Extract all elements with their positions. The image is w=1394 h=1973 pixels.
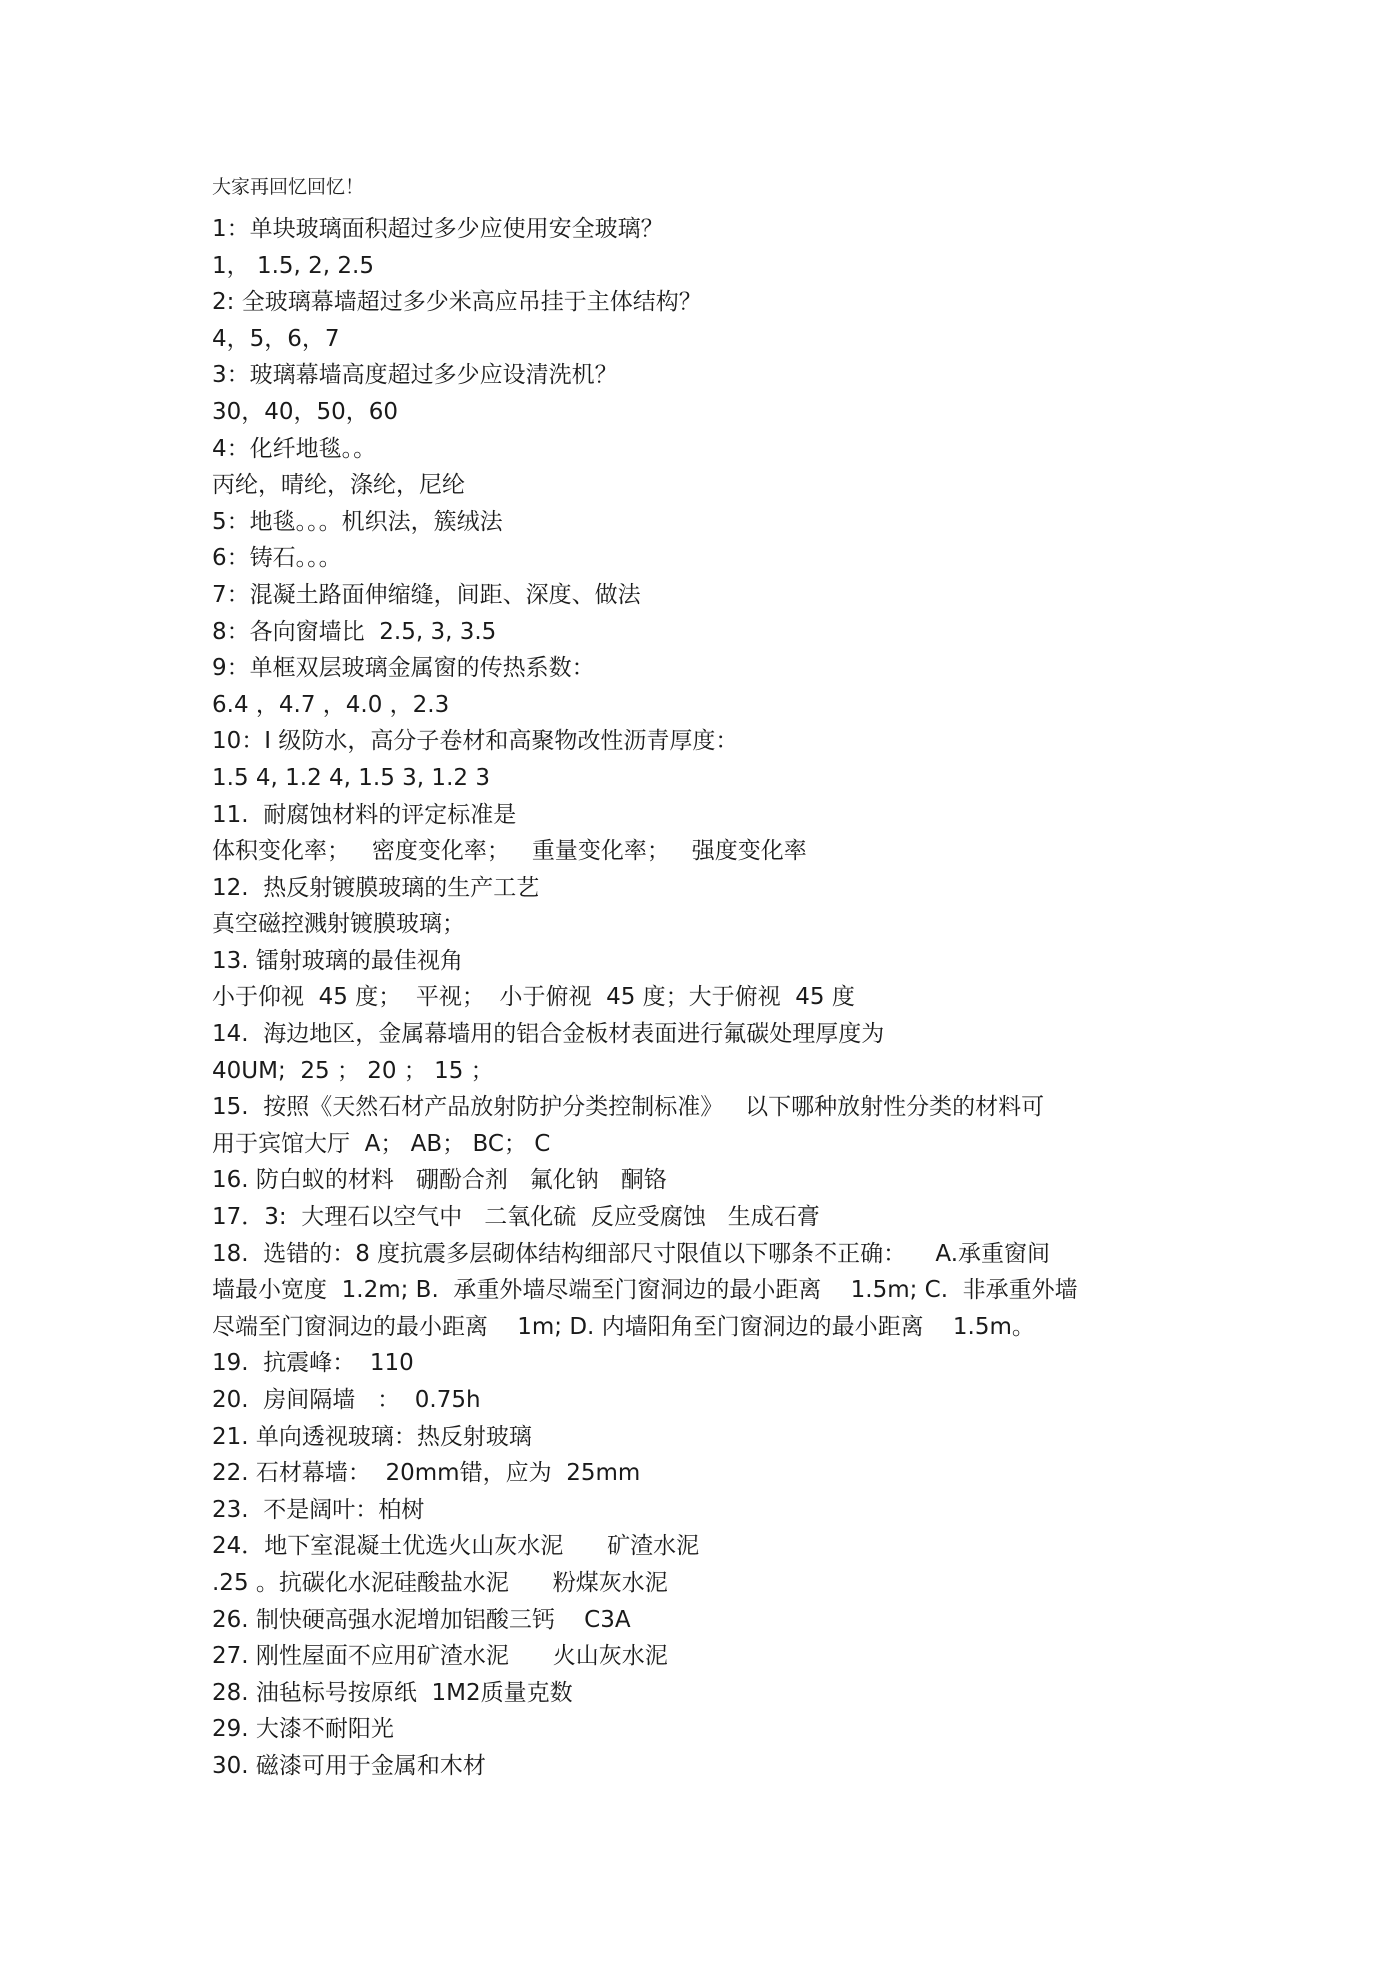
text-line: 13. 镭射玻璃的最佳视角 xyxy=(212,947,463,974)
text-line: 30，40，50，60 xyxy=(212,398,399,425)
text-lines xyxy=(212,211,1192,1785)
text-line: 19. 抗震峰： 110 xyxy=(212,1350,414,1377)
text-line: 17．3: 大理石以空气中 二氧化硫 反应受腐蚀 生成石膏 xyxy=(212,1204,820,1231)
text-line: 1：单块玻璃面积超过多少应使用安全玻璃？ xyxy=(212,216,664,242)
text-line: 小于仰视 45 度； 平视； 小于俯视 45 度；大于俯视 45 度 xyxy=(212,984,855,1011)
text-line: 尽端至门窗洞边的最小距离 1m; D. 内墙阳角至门窗洞边的最小距离 1.5m。 xyxy=(212,1313,1035,1340)
text-line: 体积变化率； 密度变化率； 重量变化率； 强度变化率 xyxy=(212,838,807,865)
document-heading: 大家再回忆回忆！ xyxy=(212,176,365,198)
text-line: .25 。抗碳化水泥硅酸盐水泥 粉煤灰水泥 xyxy=(212,1569,668,1596)
text-line: 4，5，6，7 xyxy=(212,325,340,352)
text-line: 26. 制快硬高强水泥增加铝酸三钙 C3A xyxy=(212,1606,631,1633)
text-line: 14. 海边地区，金属幕墙用的铝合金板材表面进行氟碳处理厚度为 xyxy=(212,1021,885,1048)
text-line: 4：化纤地毯。。 xyxy=(212,435,377,462)
text-line: 24．地下室混凝土优选火山灰水泥 矿渣水泥 xyxy=(212,1533,700,1560)
text-line: 27. 刚性屋面不应用矿渣水泥 火山灰水泥 xyxy=(212,1643,668,1670)
text-line: 5：地毯。。。机织法，簇绒法 xyxy=(212,508,503,535)
text-line: 15. 按照《天然石材产品放射防护分类控制标准》 以下哪种放射性分类的材料可 xyxy=(212,1094,1045,1121)
text-line: 8：各向窗墙比 2.5, 3, 3.5 xyxy=(212,618,497,645)
text-line: 28. 油毡标号按原纸 1M2质量克数 xyxy=(212,1679,573,1706)
text-line: 10：I 级防水，高分子卷材和高聚物改性沥青厚度： xyxy=(212,728,739,755)
text-line: 丙纶，晴纶，涤纶，尼纶 xyxy=(212,472,465,499)
text-line: 30. 磁漆可用于金属和木材 xyxy=(212,1752,486,1779)
text-line: 用于宾馆大厅 A； AB； BC； C xyxy=(212,1130,551,1157)
text-line: 1.5 4, 1.2 4, 1.5 3, 1.2 3 xyxy=(212,764,490,791)
text-line: 6：铸石。。。 xyxy=(212,545,342,572)
document-content xyxy=(212,173,1192,1785)
text-line: 11. 耐腐蚀材料的评定标准是 xyxy=(212,801,517,828)
text-line: 真空磁控溅射镀膜玻璃； xyxy=(212,911,465,938)
text-line: 12. 热反射镀膜玻璃的生产工艺 xyxy=(212,874,540,901)
text-line: 40UM; 25 ； 20 ； 15 ； xyxy=(212,1057,494,1084)
text-line: 1， 1.5, 2, 2.5 xyxy=(212,252,374,279)
text-line: 20. 房间隔墙 ： 0.75h xyxy=(212,1387,481,1413)
text-line: 墙最小宽度 1.2m; B. 承重外墙尽端至门窗洞边的最小距离 1.5m; C. 非承重外墙 xyxy=(212,1277,1078,1304)
text-line: 7：混凝土路面伸缩缝，间距、深度、做法 xyxy=(212,581,641,608)
text-line: 3：玻璃幕墙高度超过多少应设清洗机？ xyxy=(212,362,618,389)
text-line: 9：单框双层玻璃金属窗的传热系数： xyxy=(212,655,595,682)
text-line: 29. 大漆不耐阳光 xyxy=(212,1716,394,1743)
text-line: 18. 选错的：8 度抗震多层砌体结构细部尺寸限值以下哪条不正确： A.承重窗间 xyxy=(212,1240,1051,1267)
text-line: 21. 单向透视玻璃：热反射玻璃 xyxy=(212,1423,532,1450)
text-line: 16. 防白蚁的材料 硼酚合剂 氟化钠 酮铬 xyxy=(212,1167,667,1194)
text-line: 6.4 ，4.7 ，4.0 ，2.3 xyxy=(212,691,450,718)
text-line: 22. 石材幕墙： 20mm错，应为 25mm xyxy=(212,1460,641,1487)
text-line: 2: 全玻璃幕墙超过多少米高应吊挂于主体结构？ xyxy=(212,289,702,316)
text-line: 23. 不是阔叶：柏树 xyxy=(212,1496,425,1523)
